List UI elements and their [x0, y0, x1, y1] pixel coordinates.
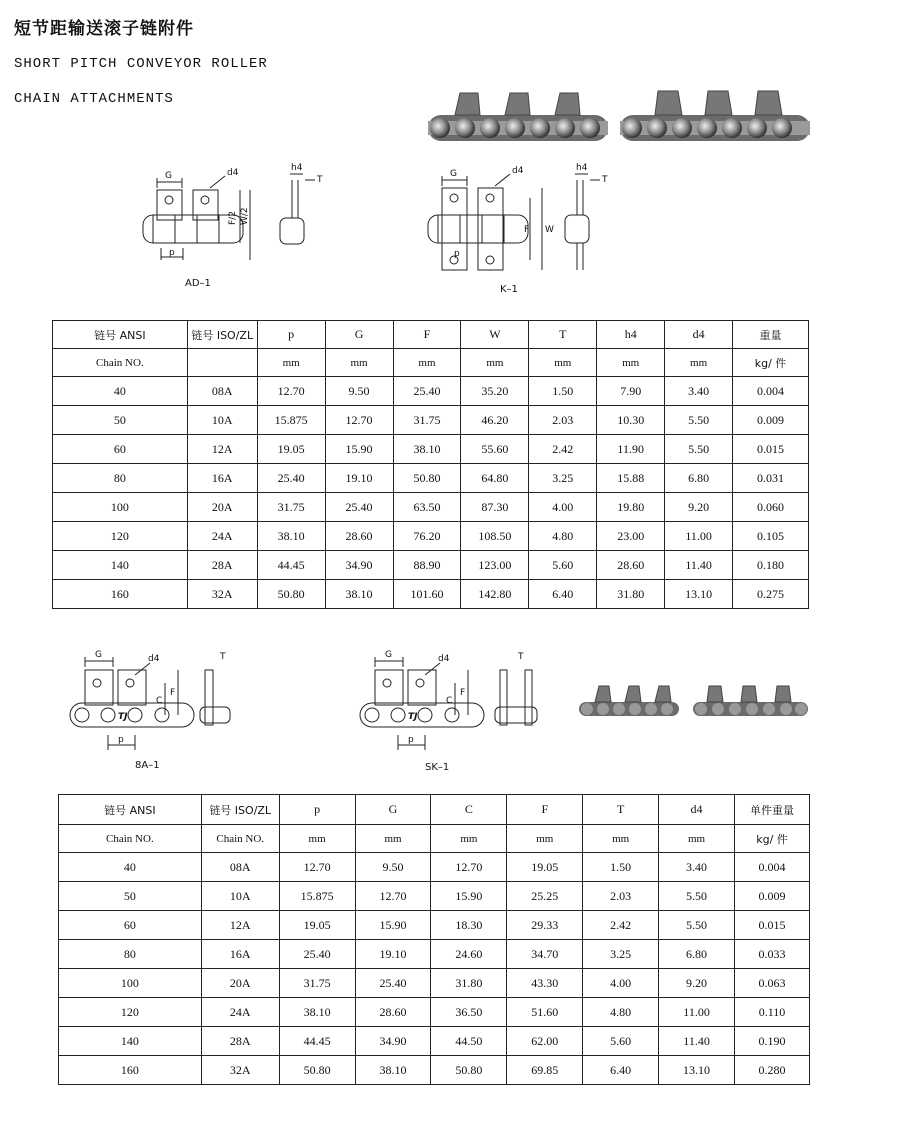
t2-header-c: C	[431, 795, 507, 825]
t1-header-w: W	[461, 321, 529, 349]
table-cell: 25.40	[325, 493, 393, 522]
t1-unit-g: mm	[325, 349, 393, 377]
table-cell: 0.110	[735, 998, 810, 1027]
table-cell: 0.275	[733, 580, 809, 609]
table-cell: 0.105	[733, 522, 809, 551]
sk1-dim-g: G	[385, 650, 392, 660]
table-cell: 44.45	[279, 1027, 355, 1056]
a8-1-dim-p: p	[118, 735, 124, 745]
a8-1-dim-g: G	[95, 650, 102, 660]
t2-header-d4: d4	[659, 795, 735, 825]
table-row	[53, 435, 809, 464]
table-cell: 0.015	[735, 911, 810, 940]
t1-header-iso: 链号 ISO/ZL	[187, 321, 257, 349]
ad1-label: AD–1	[185, 278, 211, 289]
t2-header-weight: 单件重量	[735, 795, 810, 825]
k1-drawing	[420, 160, 620, 280]
t2-unit-t: mm	[583, 825, 659, 853]
sk1-dim-d4: d4	[438, 654, 450, 664]
t1-unit-weight: kg/ 件	[733, 349, 809, 377]
table-row	[59, 1027, 810, 1056]
a8-1-dim-d4: d4	[148, 654, 160, 664]
ad1-dim-d4: d4	[227, 168, 239, 178]
t1-body	[53, 377, 809, 609]
table-cell: 6.80	[665, 464, 733, 493]
table-cell: 60	[59, 911, 202, 940]
table-cell: 28.60	[325, 522, 393, 551]
t2-header-g: G	[355, 795, 431, 825]
table-cell: 3.25	[529, 464, 597, 493]
table-cell: 4.00	[583, 969, 659, 998]
table-cell: 36.50	[431, 998, 507, 1027]
t2-header-ansi: 链号 ANSI	[59, 795, 202, 825]
table-cell: 5.50	[665, 435, 733, 464]
sk1-dim-t: T	[518, 652, 524, 662]
table-cell: 12A	[201, 911, 279, 940]
table-cell: 2.03	[583, 882, 659, 911]
table-cell: 34.90	[355, 1027, 431, 1056]
table-row	[53, 406, 809, 435]
a8-1-logo-tj: TJ	[118, 712, 128, 722]
table-cell: 0.009	[735, 882, 810, 911]
table-cell: 69.85	[507, 1056, 583, 1085]
table-cell: 24A	[187, 522, 257, 551]
k1-dim-w: W	[545, 225, 554, 235]
t1-header-h4: h4	[597, 321, 665, 349]
table-cell: 76.20	[393, 522, 461, 551]
table-cell: 120	[53, 522, 188, 551]
table-cell: 0.031	[733, 464, 809, 493]
table-cell: 0.004	[733, 377, 809, 406]
table-cell: 38.10	[393, 435, 461, 464]
sk1-dim-p: p	[408, 735, 414, 745]
table-cell: 19.10	[355, 940, 431, 969]
t1-header-weight: 重量	[733, 321, 809, 349]
table-cell: 142.80	[461, 580, 529, 609]
table-row	[53, 377, 809, 406]
table-row	[53, 493, 809, 522]
table-cell: 12.70	[355, 882, 431, 911]
a8-1-label: 8A–1	[135, 760, 160, 771]
table-cell: 12A	[187, 435, 257, 464]
table-cell: 32A	[201, 1056, 279, 1085]
sk1-logo-tj: TJ	[408, 712, 418, 722]
table-cell: 12.70	[325, 406, 393, 435]
table-cell: 31.80	[597, 580, 665, 609]
table-cell: 25.40	[279, 940, 355, 969]
table-cell: 1.50	[583, 853, 659, 882]
t1-header-f: F	[393, 321, 461, 349]
t2-header-p: p	[279, 795, 355, 825]
table-cell: 23.00	[597, 522, 665, 551]
table-cell: 62.00	[507, 1027, 583, 1056]
k1-label: K–1	[500, 284, 518, 295]
t1-header-t: T	[529, 321, 597, 349]
t1-unit-p: mm	[257, 349, 325, 377]
ad1-dim-p: p	[169, 248, 175, 258]
t2-unit-c: mm	[431, 825, 507, 853]
table-cell: 0.015	[733, 435, 809, 464]
table-cell: 28.60	[355, 998, 431, 1027]
table-cell: 15.875	[257, 406, 325, 435]
table-cell: 12.70	[257, 377, 325, 406]
table-cell: 4.80	[529, 522, 597, 551]
table-cell: 20A	[187, 493, 257, 522]
a8-1-drawing	[60, 645, 250, 755]
table-cell: 2.42	[529, 435, 597, 464]
table-cell: 50.80	[279, 1056, 355, 1085]
table-cell: 50	[59, 882, 202, 911]
spec-table-8a1-sk1	[58, 794, 810, 1085]
spec-table-ad1-k1	[52, 320, 809, 609]
table-cell: 28.60	[597, 551, 665, 580]
table-cell: 44.50	[431, 1027, 507, 1056]
table-cell: 19.80	[597, 493, 665, 522]
table-cell: 9.50	[325, 377, 393, 406]
k1-dim-f: F	[524, 225, 530, 235]
table-cell: 29.33	[507, 911, 583, 940]
table-cell: 28A	[201, 1027, 279, 1056]
table-cell: 5.50	[665, 406, 733, 435]
t2-header-t: T	[583, 795, 659, 825]
table-cell: 87.30	[461, 493, 529, 522]
sk1-dim-c: C	[446, 696, 453, 706]
table-cell: 19.05	[507, 853, 583, 882]
ad1-dim-w2: W/2	[240, 207, 250, 225]
table-cell: 0.033	[735, 940, 810, 969]
t1-unit-d4: mm	[665, 349, 733, 377]
table-cell: 11.40	[659, 1027, 735, 1056]
table-cell: 55.60	[461, 435, 529, 464]
table-row	[53, 464, 809, 493]
table-cell: 20A	[201, 969, 279, 998]
t2-unit-p: mm	[279, 825, 355, 853]
sk1-drawing	[350, 645, 560, 755]
a8-1-dim-t: T	[220, 652, 226, 662]
table-cell: 5.50	[659, 882, 735, 911]
t1-subheader-chain-no: Chain NO.	[53, 349, 188, 377]
t1-subheader-iso	[187, 349, 257, 377]
table-cell: 4.80	[583, 998, 659, 1027]
table-cell: 31.75	[279, 969, 355, 998]
t1-unit-h4: mm	[597, 349, 665, 377]
t1-unit-t: mm	[529, 349, 597, 377]
table-cell: 15.90	[355, 911, 431, 940]
table-cell: 32A	[187, 580, 257, 609]
table-cell: 11.00	[659, 998, 735, 1027]
table-cell: 3.25	[583, 940, 659, 969]
table-cell: 0.063	[735, 969, 810, 998]
table-cell: 15.90	[431, 882, 507, 911]
table-cell: 38.10	[325, 580, 393, 609]
table-cell: 34.70	[507, 940, 583, 969]
t2-unit-g: mm	[355, 825, 431, 853]
table-cell: 140	[59, 1027, 202, 1056]
table-cell: 19.05	[279, 911, 355, 940]
table-cell: 0.004	[735, 853, 810, 882]
table-cell: 50.80	[431, 1056, 507, 1085]
table-cell: 5.50	[659, 911, 735, 940]
table-row	[53, 551, 809, 580]
table-cell: 18.30	[431, 911, 507, 940]
table-cell: 25.40	[393, 377, 461, 406]
table-cell: 19.10	[325, 464, 393, 493]
page-title-english-line2: CHAIN ATTACHMENTS	[14, 91, 174, 107]
ad1-dim-f2: F/2	[228, 211, 238, 225]
table-cell: 3.40	[659, 853, 735, 882]
table-cell: 140	[53, 551, 188, 580]
table-cell: 13.10	[659, 1056, 735, 1085]
table-cell: 31.75	[393, 406, 461, 435]
page-title-english-line1: SHORT PITCH CONVEYOR ROLLER	[14, 56, 268, 72]
table-cell: 9.50	[355, 853, 431, 882]
table-cell: 2.42	[583, 911, 659, 940]
table-cell: 43.30	[507, 969, 583, 998]
table-cell: 5.60	[529, 551, 597, 580]
k1-dim-t: T	[602, 175, 608, 185]
table-cell: 31.75	[257, 493, 325, 522]
table-cell: 3.40	[665, 377, 733, 406]
t1-header-ansi: 链号 ANSI	[53, 321, 188, 349]
table-cell: 100	[53, 493, 188, 522]
t1-unit-w: mm	[461, 349, 529, 377]
table-cell: 35.20	[461, 377, 529, 406]
table-cell: 44.45	[257, 551, 325, 580]
table-cell: 12.70	[431, 853, 507, 882]
table-row	[59, 969, 810, 998]
t1-header-g: G	[325, 321, 393, 349]
ad1-dim-g: G	[165, 171, 172, 181]
k1-dim-g: G	[450, 169, 457, 179]
chain-photo-bottom	[575, 680, 815, 730]
table-cell: 6.40	[529, 580, 597, 609]
table-cell: 08A	[187, 377, 257, 406]
table-cell: 25.25	[507, 882, 583, 911]
sk1-label: SK–1	[425, 762, 450, 773]
table-cell: 108.50	[461, 522, 529, 551]
t2-unit-f: mm	[507, 825, 583, 853]
table-cell: 0.280	[735, 1056, 810, 1085]
t2-header-f: F	[507, 795, 583, 825]
table-row	[59, 853, 810, 882]
table-cell: 9.20	[665, 493, 733, 522]
k1-dim-p: p	[454, 249, 460, 259]
table-cell: 50.80	[257, 580, 325, 609]
table-cell: 5.60	[583, 1027, 659, 1056]
table-cell: 160	[53, 580, 188, 609]
table-cell: 15.88	[597, 464, 665, 493]
table-cell: 50.80	[393, 464, 461, 493]
table-cell: 6.80	[659, 940, 735, 969]
sk1-dim-f: F	[460, 688, 466, 698]
table-cell: 11.40	[665, 551, 733, 580]
table-cell: 160	[59, 1056, 202, 1085]
table-cell: 25.40	[355, 969, 431, 998]
table-cell: 80	[53, 464, 188, 493]
table-cell: 46.20	[461, 406, 529, 435]
table-cell: 19.05	[257, 435, 325, 464]
chain-photo-top	[420, 85, 820, 165]
table-cell: 6.40	[583, 1056, 659, 1085]
a8-1-dim-f: F	[170, 688, 176, 698]
table-cell: 88.90	[393, 551, 461, 580]
table-cell: 11.00	[665, 522, 733, 551]
table-cell: 24A	[201, 998, 279, 1027]
table-row	[59, 1056, 810, 1085]
t1-header-d4: d4	[665, 321, 733, 349]
table-cell: 10A	[201, 882, 279, 911]
table-row	[59, 998, 810, 1027]
t2-header-iso: 链号 ISO/ZL	[201, 795, 279, 825]
table-row	[59, 882, 810, 911]
ad1-dim-h4: h4	[291, 163, 303, 173]
t2-unit-d4: mm	[659, 825, 735, 853]
table-cell: 0.190	[735, 1027, 810, 1056]
table-cell: 40	[53, 377, 188, 406]
table-cell: 38.10	[279, 998, 355, 1027]
table-cell: 9.20	[659, 969, 735, 998]
table-cell: 1.50	[529, 377, 597, 406]
table-cell: 25.40	[257, 464, 325, 493]
table-cell: 15.875	[279, 882, 355, 911]
t2-unit-weight: kg/ 件	[735, 825, 810, 853]
table-cell: 0.180	[733, 551, 809, 580]
table-cell: 24.60	[431, 940, 507, 969]
table-row	[53, 522, 809, 551]
table-cell: 50	[53, 406, 188, 435]
table-cell: 0.009	[733, 406, 809, 435]
table-cell: 10A	[187, 406, 257, 435]
table-row	[59, 911, 810, 940]
table-cell: 34.90	[325, 551, 393, 580]
table-row	[53, 580, 809, 609]
t2-subheader-chain-no: Chain NO.	[59, 825, 202, 853]
table-cell: 64.80	[461, 464, 529, 493]
table-cell: 0.060	[733, 493, 809, 522]
table-cell: 38.10	[257, 522, 325, 551]
table-cell: 31.80	[431, 969, 507, 998]
t2-subheader-iso-chain-no: Chain NO.	[201, 825, 279, 853]
table-cell: 100	[59, 969, 202, 998]
t1-unit-f: mm	[393, 349, 461, 377]
table-cell: 15.90	[325, 435, 393, 464]
table-cell: 80	[59, 940, 202, 969]
table-cell: 12.70	[279, 853, 355, 882]
table-row	[59, 940, 810, 969]
table-cell: 13.10	[665, 580, 733, 609]
ad1-drawing	[135, 160, 335, 280]
table-cell: 11.90	[597, 435, 665, 464]
table-cell: 120	[59, 998, 202, 1027]
ad1-dim-t: T	[317, 175, 323, 185]
table-cell: 16A	[201, 940, 279, 969]
table-cell: 08A	[201, 853, 279, 882]
table-cell: 123.00	[461, 551, 529, 580]
t1-header-p: p	[257, 321, 325, 349]
k1-dim-h4: h4	[576, 163, 588, 173]
a8-1-dim-c: C	[156, 696, 163, 706]
k1-dim-d4: d4	[512, 166, 524, 176]
table-cell: 40	[59, 853, 202, 882]
table-cell: 7.90	[597, 377, 665, 406]
table-cell: 10.30	[597, 406, 665, 435]
table-cell: 101.60	[393, 580, 461, 609]
table-cell: 38.10	[355, 1056, 431, 1085]
table-cell: 63.50	[393, 493, 461, 522]
table-cell: 51.60	[507, 998, 583, 1027]
table-cell: 2.03	[529, 406, 597, 435]
table-cell: 4.00	[529, 493, 597, 522]
t2-body	[59, 853, 810, 1085]
table-cell: 60	[53, 435, 188, 464]
table-cell: 28A	[187, 551, 257, 580]
table-cell: 16A	[187, 464, 257, 493]
page-title-chinese: 短节距输送滚子链附件	[14, 19, 194, 39]
